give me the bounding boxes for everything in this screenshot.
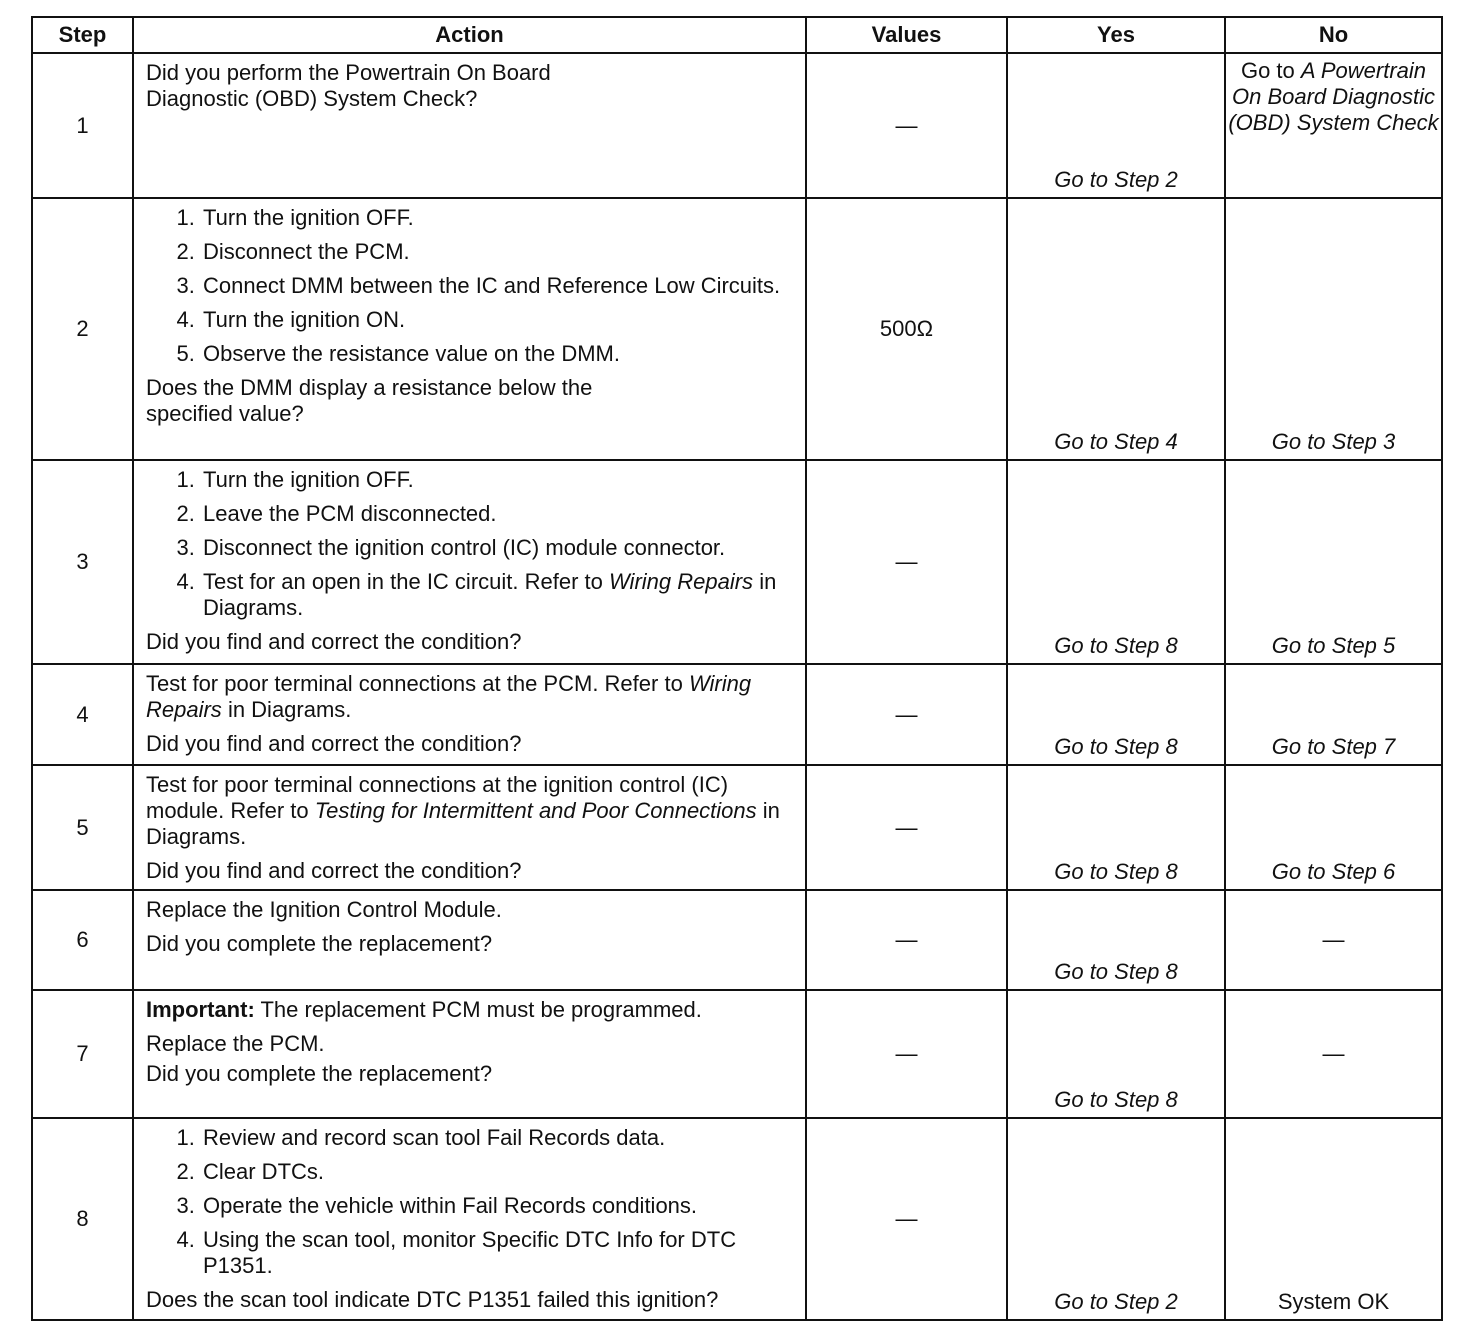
action-text (146, 671, 795, 723)
action-list-item: 2. Clear DTCs. (201, 1159, 795, 1185)
yes-cell (1007, 890, 1225, 990)
action-question: Did you perform the Powertrain On Board Diagnostic (OBD) System Check? (146, 60, 551, 111)
yes-link[interactable]: Go to Step 2 (1054, 1289, 1178, 1314)
table-row (32, 664, 1442, 765)
header-yes: Yes (1007, 17, 1225, 53)
action-suffix: in Diagrams. (227, 697, 352, 722)
no-link[interactable]: Go to Step 5 (1271, 633, 1396, 658)
header-action: Action (133, 17, 806, 53)
no-link[interactable]: Go to Step 7 (1271, 734, 1396, 759)
action-text: Replace the PCM. (146, 1031, 325, 1056)
step-number: 5 (32, 765, 133, 890)
action-question: Did you find and correct the condition? (146, 629, 522, 654)
table-row (32, 460, 1442, 664)
no-cell (1225, 198, 1442, 460)
action-text-main: Test for poor terminal connections at the ignition control (IC) module. Refer to (146, 772, 729, 823)
wiring-repairs-link[interactable]: Wiring Repairs (146, 671, 752, 722)
table-row (32, 890, 1442, 990)
testing-intermittent-link[interactable]: Testing for Intermittent and Poor Connections (314, 798, 757, 823)
action-list-item: 3. Disconnect the ignition control (IC) module connector. (201, 535, 795, 561)
action-text-main: Test for poor terminal connections at the PCM. Refer to (146, 671, 683, 696)
action-list-item: 5. Observe the resistance value on the DMM. (201, 341, 795, 367)
table-row (32, 198, 1442, 460)
yes-link[interactable]: Go to Step 8 (1054, 1087, 1178, 1112)
important-label: Important: (146, 997, 255, 1022)
step-number: 4 (32, 664, 133, 765)
yes-link[interactable]: Go to Step 2 (1054, 167, 1178, 192)
step-number: 7 (32, 990, 133, 1118)
action-list-item: 4. Turn the ignition ON. (201, 307, 795, 333)
action-cell (133, 765, 806, 890)
action-list (146, 1125, 795, 1279)
no-link[interactable]: Go to Step 6 (1271, 859, 1396, 884)
table-row (32, 990, 1442, 1118)
action-list-item: 3. Connect DMM between the IC and Reference Low Circuits. (201, 273, 795, 299)
action-cell (133, 460, 806, 664)
step-number: 8 (32, 1118, 133, 1320)
yes-cell (1007, 1118, 1225, 1320)
action-cell (133, 53, 806, 198)
values-cell: — (806, 460, 1007, 664)
values-cell: — (806, 53, 1007, 198)
action-question: Did you find and correct the condition? (146, 858, 522, 883)
action-cell (133, 198, 806, 460)
yes-link[interactable]: Go to Step 8 (1054, 633, 1178, 658)
action-list-item: 1. Turn the ignition OFF. (201, 205, 795, 231)
item-suffix: in Diagrams. (203, 569, 777, 620)
action-list (146, 205, 795, 367)
action-question: Did you complete the replacement? (146, 931, 493, 956)
action-cell (133, 664, 806, 765)
yes-cell (1007, 990, 1225, 1118)
yes-cell (1007, 198, 1225, 460)
yes-cell (1007, 460, 1225, 664)
no-link[interactable]: A Powertrain On Board Diagnostic (OBD) System Check (1228, 58, 1439, 135)
values-cell: — (806, 765, 1007, 890)
action-question: Does the scan tool indicate DTC P1351 failed this ignition? (146, 1287, 719, 1312)
action-cell (133, 990, 806, 1118)
values-cell: — (806, 890, 1007, 990)
no-cell: — (1225, 890, 1442, 990)
important-note (146, 997, 795, 1023)
step-number: 6 (32, 890, 133, 990)
action-list-item: 1. Review and record scan tool Fail Records data. (201, 1125, 795, 1151)
no-cell (1225, 765, 1442, 890)
yes-link[interactable]: Go to Step 8 (1054, 859, 1178, 884)
action-text: Replace the Ignition Control Module. (146, 897, 502, 922)
table-row (32, 765, 1442, 890)
action-cell (133, 890, 806, 990)
action-list-item: 2. Disconnect the PCM. (201, 239, 795, 265)
values-cell: — (806, 990, 1007, 1118)
step-number: 1 (32, 53, 133, 198)
values-cell: 500Ω (806, 198, 1007, 460)
action-cell (133, 1118, 806, 1320)
table-row (32, 53, 1442, 198)
action-question: Did you complete the replacement? (146, 1061, 493, 1086)
important-text: The replacement PCM must be programmed. (260, 997, 702, 1022)
no-cell (1225, 53, 1442, 198)
action-question: Did you find and correct the condition? (146, 731, 522, 756)
yes-cell (1007, 664, 1225, 765)
item-text: Test for an open in the IC circuit. Refer to (203, 569, 603, 594)
action-list-item: 4. Using the scan tool, monitor Specific DTC Info for DTC P1351. (201, 1227, 795, 1279)
yes-link[interactable]: Go to Step 8 (1054, 959, 1178, 984)
yes-cell (1007, 765, 1225, 890)
yes-cell (1007, 53, 1225, 198)
no-link[interactable]: Go to Step 3 (1271, 429, 1396, 454)
action-suffix: in Diagrams. (146, 798, 780, 849)
no-result: System OK (1277, 1289, 1390, 1314)
no-cell: — (1225, 990, 1442, 1118)
action-list-item: 3. Operate the vehicle within Fail Records conditions. (201, 1193, 795, 1219)
no-cell (1225, 664, 1442, 765)
header-step: Step (32, 17, 133, 53)
no-cell (1225, 1118, 1442, 1320)
header-no: No (1225, 17, 1442, 53)
header-values: Values (806, 17, 1007, 53)
table-row (32, 1118, 1442, 1320)
yes-link[interactable]: Go to Step 8 (1054, 734, 1178, 759)
header-row (32, 17, 1442, 53)
diagnostic-table (31, 16, 1443, 1321)
step-number: 3 (32, 460, 133, 664)
values-cell: — (806, 664, 1007, 765)
action-question: Does the DMM display a resistance below the specified value? (146, 375, 593, 426)
no-cell (1225, 460, 1442, 664)
action-text (146, 772, 795, 850)
action-list-item (201, 569, 795, 621)
action-list-item: 1. Turn the ignition OFF. (201, 467, 795, 493)
wiring-repairs-link[interactable]: Wiring Repairs (608, 569, 754, 594)
values-cell: — (806, 1118, 1007, 1320)
yes-link[interactable]: Go to Step 4 (1054, 429, 1178, 454)
step-number: 2 (32, 198, 133, 460)
action-list-item: 2. Leave the PCM disconnected. (201, 501, 795, 527)
no-prefix: Go to (1240, 58, 1295, 83)
action-list (146, 467, 795, 621)
